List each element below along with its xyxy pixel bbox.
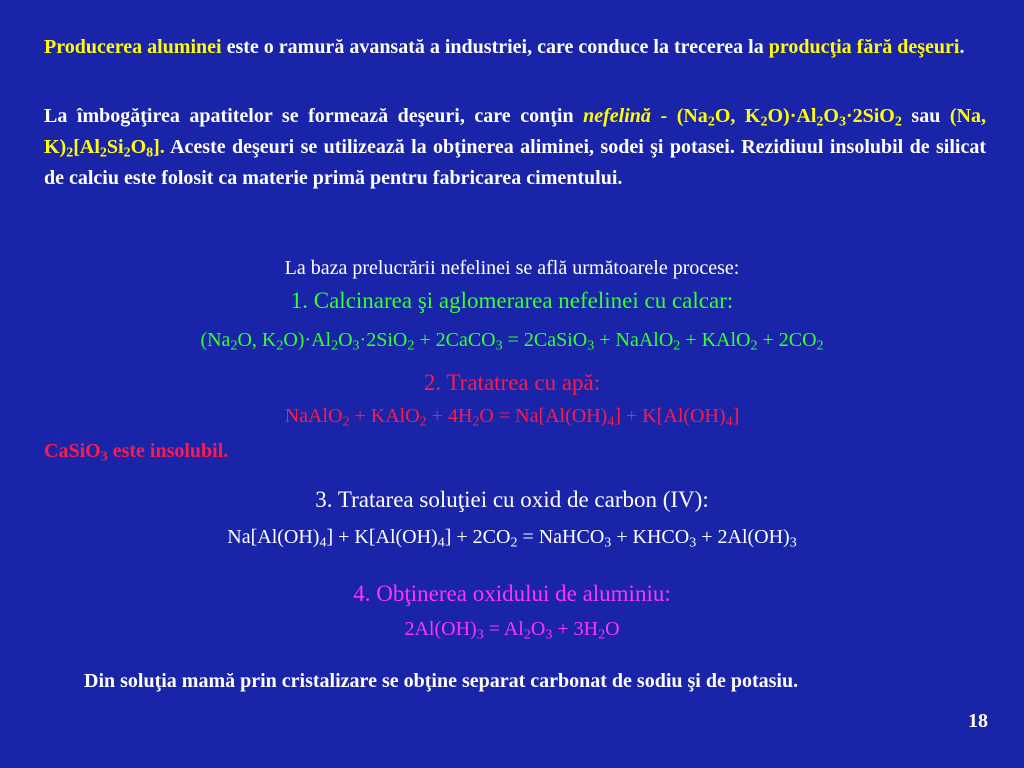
intro-highlight: Producerea aluminei [44, 36, 222, 58]
step2-note: CaSiO$_3$ este insolubil. [44, 440, 229, 465]
p2-nefelina: nefelină [583, 105, 651, 127]
step3-title: 3. Tratarea soluţiei cu oxid de carbon (IV): [315, 487, 709, 512]
step4-equation: $2Al(OH)_3 = Al_2O_3 + 3H_2O$ [404, 618, 620, 643]
page-number: 18 [968, 710, 988, 732]
intro-highlight-2: producţia fără deşeuri [768, 36, 960, 58]
p2-text-a: La îmbogăţirea apatitelor se formează deşeuri, care conţin [44, 105, 584, 127]
intro-text: este o ramură avansată a industriei, care conduce la trecerea la [221, 36, 769, 58]
p2-text-b: Aceste deşeuri se utilizează la obţinerea aliminei, sodei şi potasei. Rezidiuul insolubil de silicat de calciu este folosit ca materie primă pentru fabricarea cimentului. [44, 136, 986, 189]
step1-equation: ($Na_2O$, $K_2O)\cdot Al_2O_3\cdot 2SiO_2$ + 2CaCO$_3$ = 2CaSiO$_3$ + NaAlO$_2$ + KAlO$_2$ + $2CO_2$ [200, 329, 824, 354]
step1-title: 1. Calcinarea şi aglomerarea nefelinei cu calcar: [290, 288, 734, 313]
conclusion-text: Din soluţia mamă prin cristalizare se obţine separat carbonat de sodiu şi de potasiu. [84, 670, 799, 692]
p2-dash: - [650, 105, 677, 127]
step2-equation: NaAlO$_2$ + KAlO$_2$ + $4H_2O = Na[Al(OH)_4] + K[Al(OH)_4]$ [284, 405, 740, 430]
step2-title: 2. Tratatrea cu apă: [423, 370, 601, 395]
conclusion [44, 666, 986, 697]
step3-equation: $Na[Al(OH)_4] + K[Al(OH)_4] + 2CO_2$ = NaHCO$_3$ + $KHCO_3 + 2Al(OH)_3$ [227, 526, 797, 551]
step4-title: 4. Obţinerea oxidului de aluminiu: [353, 581, 671, 606]
p2-formula: ($Na_2O$, $K_2O)\cdot Al_2O_3\cdot 2SiO_2$ sau (Na, $K)_2[Al_2Si_2O_8]$. [44, 105, 986, 161]
processes-intro: La baza prelucrării nefelinei se află următoarele procese: [284, 257, 740, 279]
intro-paragraph-1 [44, 32, 986, 63]
intro-text-end: . [959, 36, 965, 58]
intro-paragraph-2 [44, 101, 986, 194]
